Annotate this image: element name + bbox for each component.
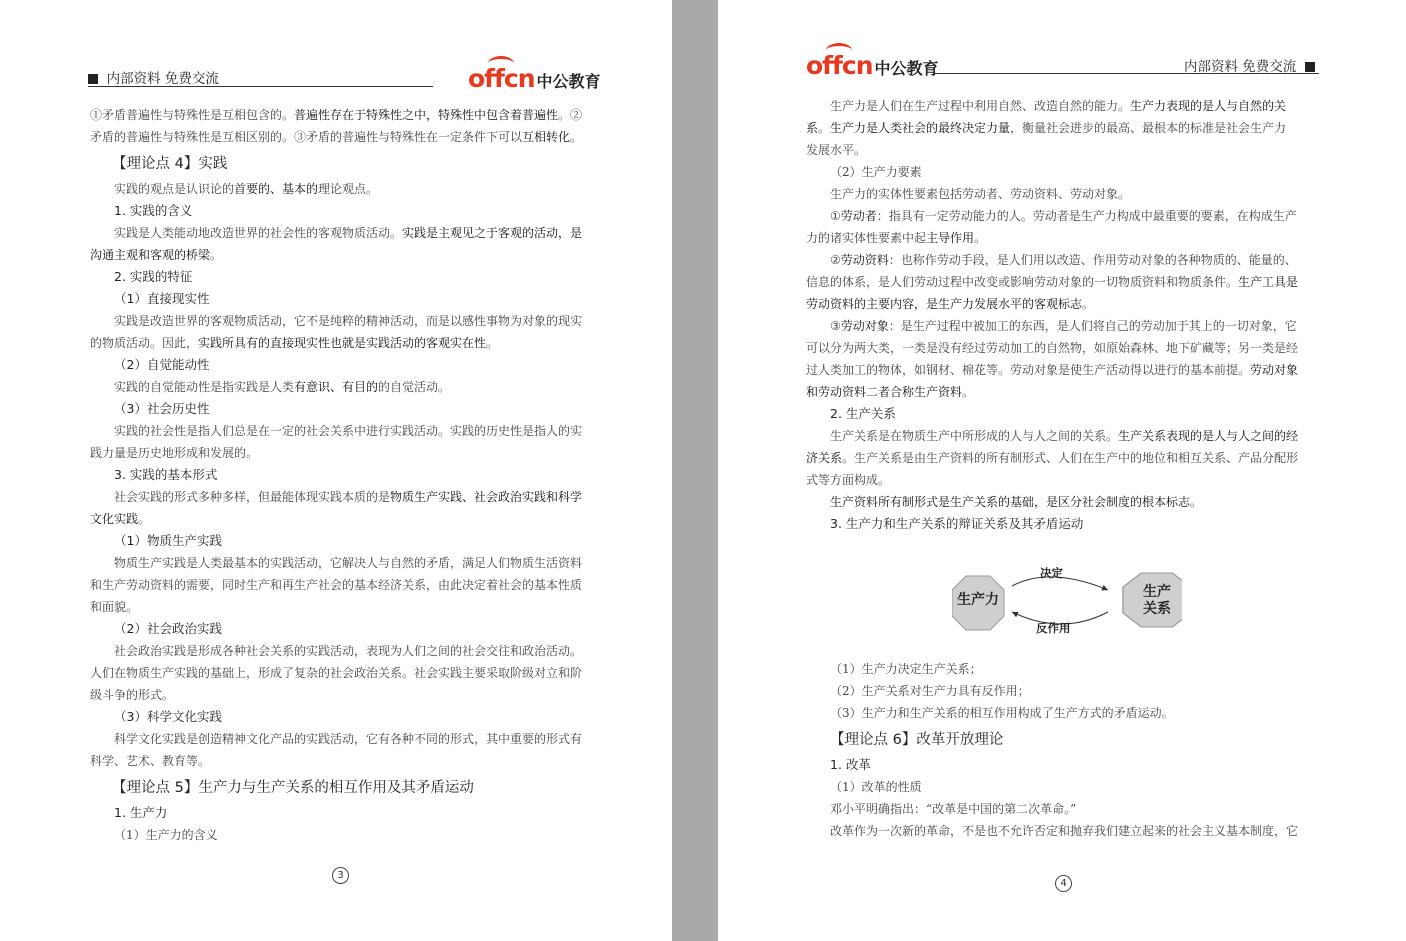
text-segment: 。 (962, 385, 975, 399)
text-segment: 人们在物质生产实践的基础上，形成了复杂的社会政治关系。社会实践主要采取阶级对立和阶 (90, 666, 583, 680)
text-line (806, 754, 1326, 776)
text-line (806, 469, 1326, 491)
text-segment: 1. 实践的含义 (114, 203, 193, 218)
right-page-body-continued (806, 658, 1326, 842)
text-line (806, 95, 1326, 117)
text-segment: 3. 生产力和生产关系的辩证关系及其矛盾运动 (830, 516, 1084, 531)
text-segment: 物质生产实践是人类最基本的实践活动，它解决人与自然的矛盾，满足人们物质生活资料 (114, 556, 583, 570)
text-line (90, 104, 596, 126)
text-segment: 级斗争的形式。 (90, 688, 175, 702)
emphasis-text: 济关系 (806, 451, 843, 465)
emphasis-text: 生产工具是 (1238, 275, 1299, 289)
text-segment: （3）生产力和生产关系的相互作用构成了生产方式的矛盾运动。 (830, 706, 1174, 720)
text-segment: （2）自觉能动性 (114, 357, 210, 372)
text-segment: 生产力的实体性要素包括劳动者、劳动资料、劳动对象。 (830, 187, 1131, 201)
text-segment: （2）生产力要素 (830, 165, 922, 179)
text-line (90, 684, 596, 706)
arrow-label-reaction: 反作用 (1036, 621, 1071, 635)
text-line (90, 332, 596, 354)
text-segment: （2）生产关系对生产力具有反作用； (830, 684, 1030, 698)
text-line (90, 802, 596, 824)
text-segment: （1）直接现实性 (114, 291, 210, 306)
text-line (90, 662, 596, 684)
text-segment: 实践的自觉能动性是指实践是人类 (114, 380, 295, 394)
text-line (90, 728, 596, 750)
text-segment: 和面貌。 (90, 600, 139, 614)
text-segment: 社会政治实践是形成各种社会关系的实践活动，表现为人们之间的社会交往和政治活动。 (114, 644, 583, 658)
text-segment: 矛盾的普遍性与特殊性是互相区别的。③矛盾的普遍性与特殊性在一定条件下可以 (90, 130, 523, 144)
text-segment: 。 (818, 121, 831, 135)
text-segment: 【理论点 5】生产力与生产关系的相互作用及其矛盾运动 (112, 780, 474, 796)
text-segment: 。② (558, 108, 583, 122)
text-segment: 1. 生产力 (114, 805, 168, 820)
emphasis-text: 劳动资料 (840, 253, 889, 267)
emphasis-text: 首要的、基本的 (234, 182, 319, 196)
text-segment: 。 (974, 231, 987, 245)
text-segment: ：是生产过程中被加工的东西，是人们将自己的劳动加于其上的一切对象，它 (888, 319, 1297, 333)
arrow-label-decides: 决定 (1040, 566, 1063, 580)
text-line (90, 200, 596, 222)
text-segment: 。 (138, 512, 151, 526)
page-number: 4 (1055, 875, 1072, 892)
text-line (90, 464, 596, 486)
emphasis-text: 劳动对象 (1250, 363, 1299, 377)
text-line (806, 271, 1326, 293)
emphasis-text: 物质生产实践、社会政治实践和科学 (390, 490, 583, 504)
text-segment: 理论观点。 (318, 182, 379, 196)
left-page (0, 0, 672, 941)
text-line (90, 420, 596, 442)
left-page-body (90, 104, 596, 846)
text-line (806, 702, 1326, 724)
text-segment: 实践的社会性是指人们总是在一定的社会关系中进行实践活动。实践的历史性是指人的实 (114, 424, 583, 438)
text-segment: 实践是人类能动地改造世界的社会性的客观物质活动。 (114, 226, 403, 240)
text-line (90, 442, 596, 464)
section-heading (90, 148, 596, 178)
text-line (90, 618, 596, 640)
square-bullet-icon (88, 74, 98, 84)
text-segment: 信息的体系，是人们劳动过程中改变或影响劳动对象的一切物质资料和物质条件。 (806, 275, 1239, 289)
text-line (806, 359, 1326, 381)
text-line (806, 293, 1326, 315)
text-segment: 。 (1082, 297, 1095, 311)
text-segment: ① (830, 209, 841, 223)
text-segment: 实践是改造世界的客观物质活动，它不是纯粹的精神活动，而是以感性事物为对象的现实 (114, 314, 583, 328)
productivity-relations-diagram (952, 560, 1182, 644)
page-number: 3 (332, 867, 349, 884)
text-segment: 【理论点 6】改革开放理论 (830, 732, 1004, 748)
text-line (90, 244, 596, 266)
text-line (806, 139, 1326, 161)
text-segment: 式等方面构成。 (806, 473, 891, 487)
text-segment: ② (830, 253, 841, 267)
text-segment: （1）生产力的含义 (114, 828, 218, 842)
text-segment: 社会实践的形式多种多样，但最能体现实践本质的是 (114, 490, 391, 504)
text-segment: 2. 实践的特征 (114, 269, 193, 284)
text-line (90, 310, 596, 332)
text-line (806, 680, 1326, 702)
emphasis-text: 系 (806, 121, 819, 135)
text-line (90, 596, 596, 618)
text-line (90, 288, 596, 310)
text-segment: 的物质活动。因此， (90, 336, 199, 350)
node-label-relations: 生产 关系 (1143, 584, 1171, 617)
text-segment: 过人类加工的物体，如钢材、棉花等。劳动对象是使生产活动得以进行的基本前提。 (806, 363, 1251, 377)
emphasis-text: 互相转化 (522, 130, 571, 144)
text-line (806, 403, 1326, 425)
text-segment: 邓小平明确指出：“改革是中国的第二次革命。” (830, 802, 1077, 816)
text-segment: 和生产劳动资料的需要，同时生产和再生产社会的基本经济关系，由此决定着社会的基本性质 (90, 578, 583, 592)
text-line (90, 178, 596, 200)
text-line (90, 508, 596, 530)
text-line (806, 776, 1326, 798)
text-line (90, 574, 596, 596)
emphasis-text: 普遍性存在于特殊性之中，特殊性中包含着普遍性 (294, 108, 559, 122)
square-bullet-icon (1305, 62, 1315, 72)
text-segment: 。 (486, 336, 499, 350)
emphasis-text: 有意识、有目的 (294, 380, 379, 394)
text-segment: ①矛盾普遍性与特殊性是互相包含的。 (90, 108, 295, 122)
text-segment: （1）改革的性质 (830, 780, 922, 794)
text-line (806, 447, 1326, 469)
text-segment: （1）物质生产实践 (114, 533, 222, 548)
emphasis-text: 实践是主观见之于客观的活动，是 (402, 226, 583, 240)
text-line (806, 381, 1326, 403)
text-line (90, 824, 596, 846)
text-segment: （3）社会历史性 (114, 401, 210, 416)
emphasis-text: 文化实践 (90, 512, 139, 526)
text-line (806, 798, 1326, 820)
text-line (90, 354, 596, 376)
header-notice: 内部资料 免费交流 (88, 67, 219, 87)
text-line (806, 227, 1326, 249)
emphasis-text: 生产资料所有制形式是生产关系的基础，是区分社会制度的根本标志 (830, 495, 1191, 509)
text-line (90, 398, 596, 420)
text-line (806, 315, 1326, 337)
text-line (806, 513, 1326, 535)
text-line (806, 658, 1326, 680)
text-segment: 实践的观点是认识论的 (114, 182, 235, 196)
emphasis-text: 生产力是人类社会的最终决定力量 (830, 121, 1011, 135)
text-segment: 2. 生产关系 (830, 406, 896, 421)
text-line (806, 249, 1326, 271)
text-line (806, 491, 1326, 513)
text-segment: 生产力是人们在生产过程中利用自然、改造自然的能力。 (830, 99, 1131, 113)
page-gutter (672, 0, 718, 941)
text-segment: 生产关系是在物质生产中所形成的人与人之间的关系。 (830, 429, 1119, 443)
text-segment: 。生产关系是由生产资料的所有制形式、人们在生产中的地位和相互关系、产品分配形 (842, 451, 1299, 465)
section-heading (806, 724, 1326, 754)
text-segment: 可以分为两大类，一类是没有经过劳动加工的自然物，如原始森林、地下矿藏等；另一类是经 (806, 341, 1299, 355)
text-line (90, 486, 596, 508)
text-line (806, 183, 1326, 205)
text-line (90, 266, 596, 288)
text-segment: ③ (830, 319, 841, 333)
text-segment: 发展水平。 (806, 143, 867, 157)
text-line (90, 222, 596, 244)
emphasis-text: 生产关系表现的是人与人之间的经 (1118, 429, 1299, 443)
text-line (806, 117, 1326, 139)
text-line (806, 205, 1326, 227)
emphasis-text: 实践所具有的直接现实性也就是实践活动的客观实在性 (198, 336, 487, 350)
text-segment: （2）社会政治实践 (114, 621, 222, 636)
emphasis-text: 主导作用 (926, 231, 975, 245)
text-line (806, 425, 1326, 447)
text-segment: 科学文化实践是创造精神文化产品的实践活动，它有各种不同的形式，其中重要的形式有 (114, 732, 583, 746)
text-segment: 的自觉活动。 (378, 380, 451, 394)
text-line (90, 640, 596, 662)
emphasis-text: 劳动资料的主要内容，是生产力发展水平的客观标志 (806, 297, 1083, 311)
offcn-logo: offcn 中公教育 (806, 51, 939, 80)
text-segment: 力的诸实体性要素中起 (806, 231, 927, 245)
text-line (90, 706, 596, 728)
emphasis-text: 劳动者 (840, 209, 877, 223)
node-label-productivity: 生产力 (957, 592, 999, 608)
emphasis-text: 和劳动资料二者合称生产资料 (806, 385, 963, 399)
emphasis-text: 生产力表现的是人与自然的关 (1130, 99, 1287, 113)
text-segment: （1）生产力决定生产关系； (830, 662, 982, 676)
text-segment: 1. 改革 (830, 757, 871, 772)
text-line (90, 126, 596, 148)
text-segment: 科学、艺术、教育等。 (90, 754, 211, 768)
emphasis-text: 沟通主观和客观的桥梁 (90, 248, 211, 262)
right-page-body (806, 95, 1326, 535)
text-line (806, 337, 1326, 359)
text-line (90, 750, 596, 772)
section-heading (90, 772, 596, 802)
emphasis-text: 劳动对象 (840, 319, 889, 333)
text-segment: ，衡量社会进步的最高、最根本的标准是社会生产力 (1010, 121, 1287, 135)
offcn-logo: offcn 中公教育 (468, 64, 601, 93)
text-segment: 改革作为一次新的革命，不是也不允许否定和抛弃我们建立起来的社会主义基本制度，它 (830, 824, 1299, 838)
text-segment: （3）科学文化实践 (114, 709, 222, 724)
text-segment: 3. 实践的基本形式 (114, 467, 218, 482)
text-segment: 。 (1190, 495, 1203, 509)
header-notice: 内部资料 免费交流 (1184, 55, 1315, 75)
text-line (806, 161, 1326, 183)
text-segment: ：指具有一定劳动能力的人。劳动者是生产力构成中最重要的要素，在构成生产 (876, 209, 1297, 223)
text-line (90, 552, 596, 574)
text-segment: 【理论点 4】实践 (112, 156, 228, 172)
text-segment: 践力量是历史地形成和发展的。 (90, 446, 259, 460)
text-line (90, 530, 596, 552)
right-page (718, 0, 1406, 941)
text-segment: 。 (570, 130, 583, 144)
header-rule (88, 86, 433, 87)
text-segment: 。 (210, 248, 223, 262)
text-line (90, 376, 596, 398)
text-segment: ：也称作劳动手段，是人们用以改造、作用劳动对象的各种物质的、能量的、 (888, 253, 1297, 267)
text-line (806, 820, 1326, 842)
